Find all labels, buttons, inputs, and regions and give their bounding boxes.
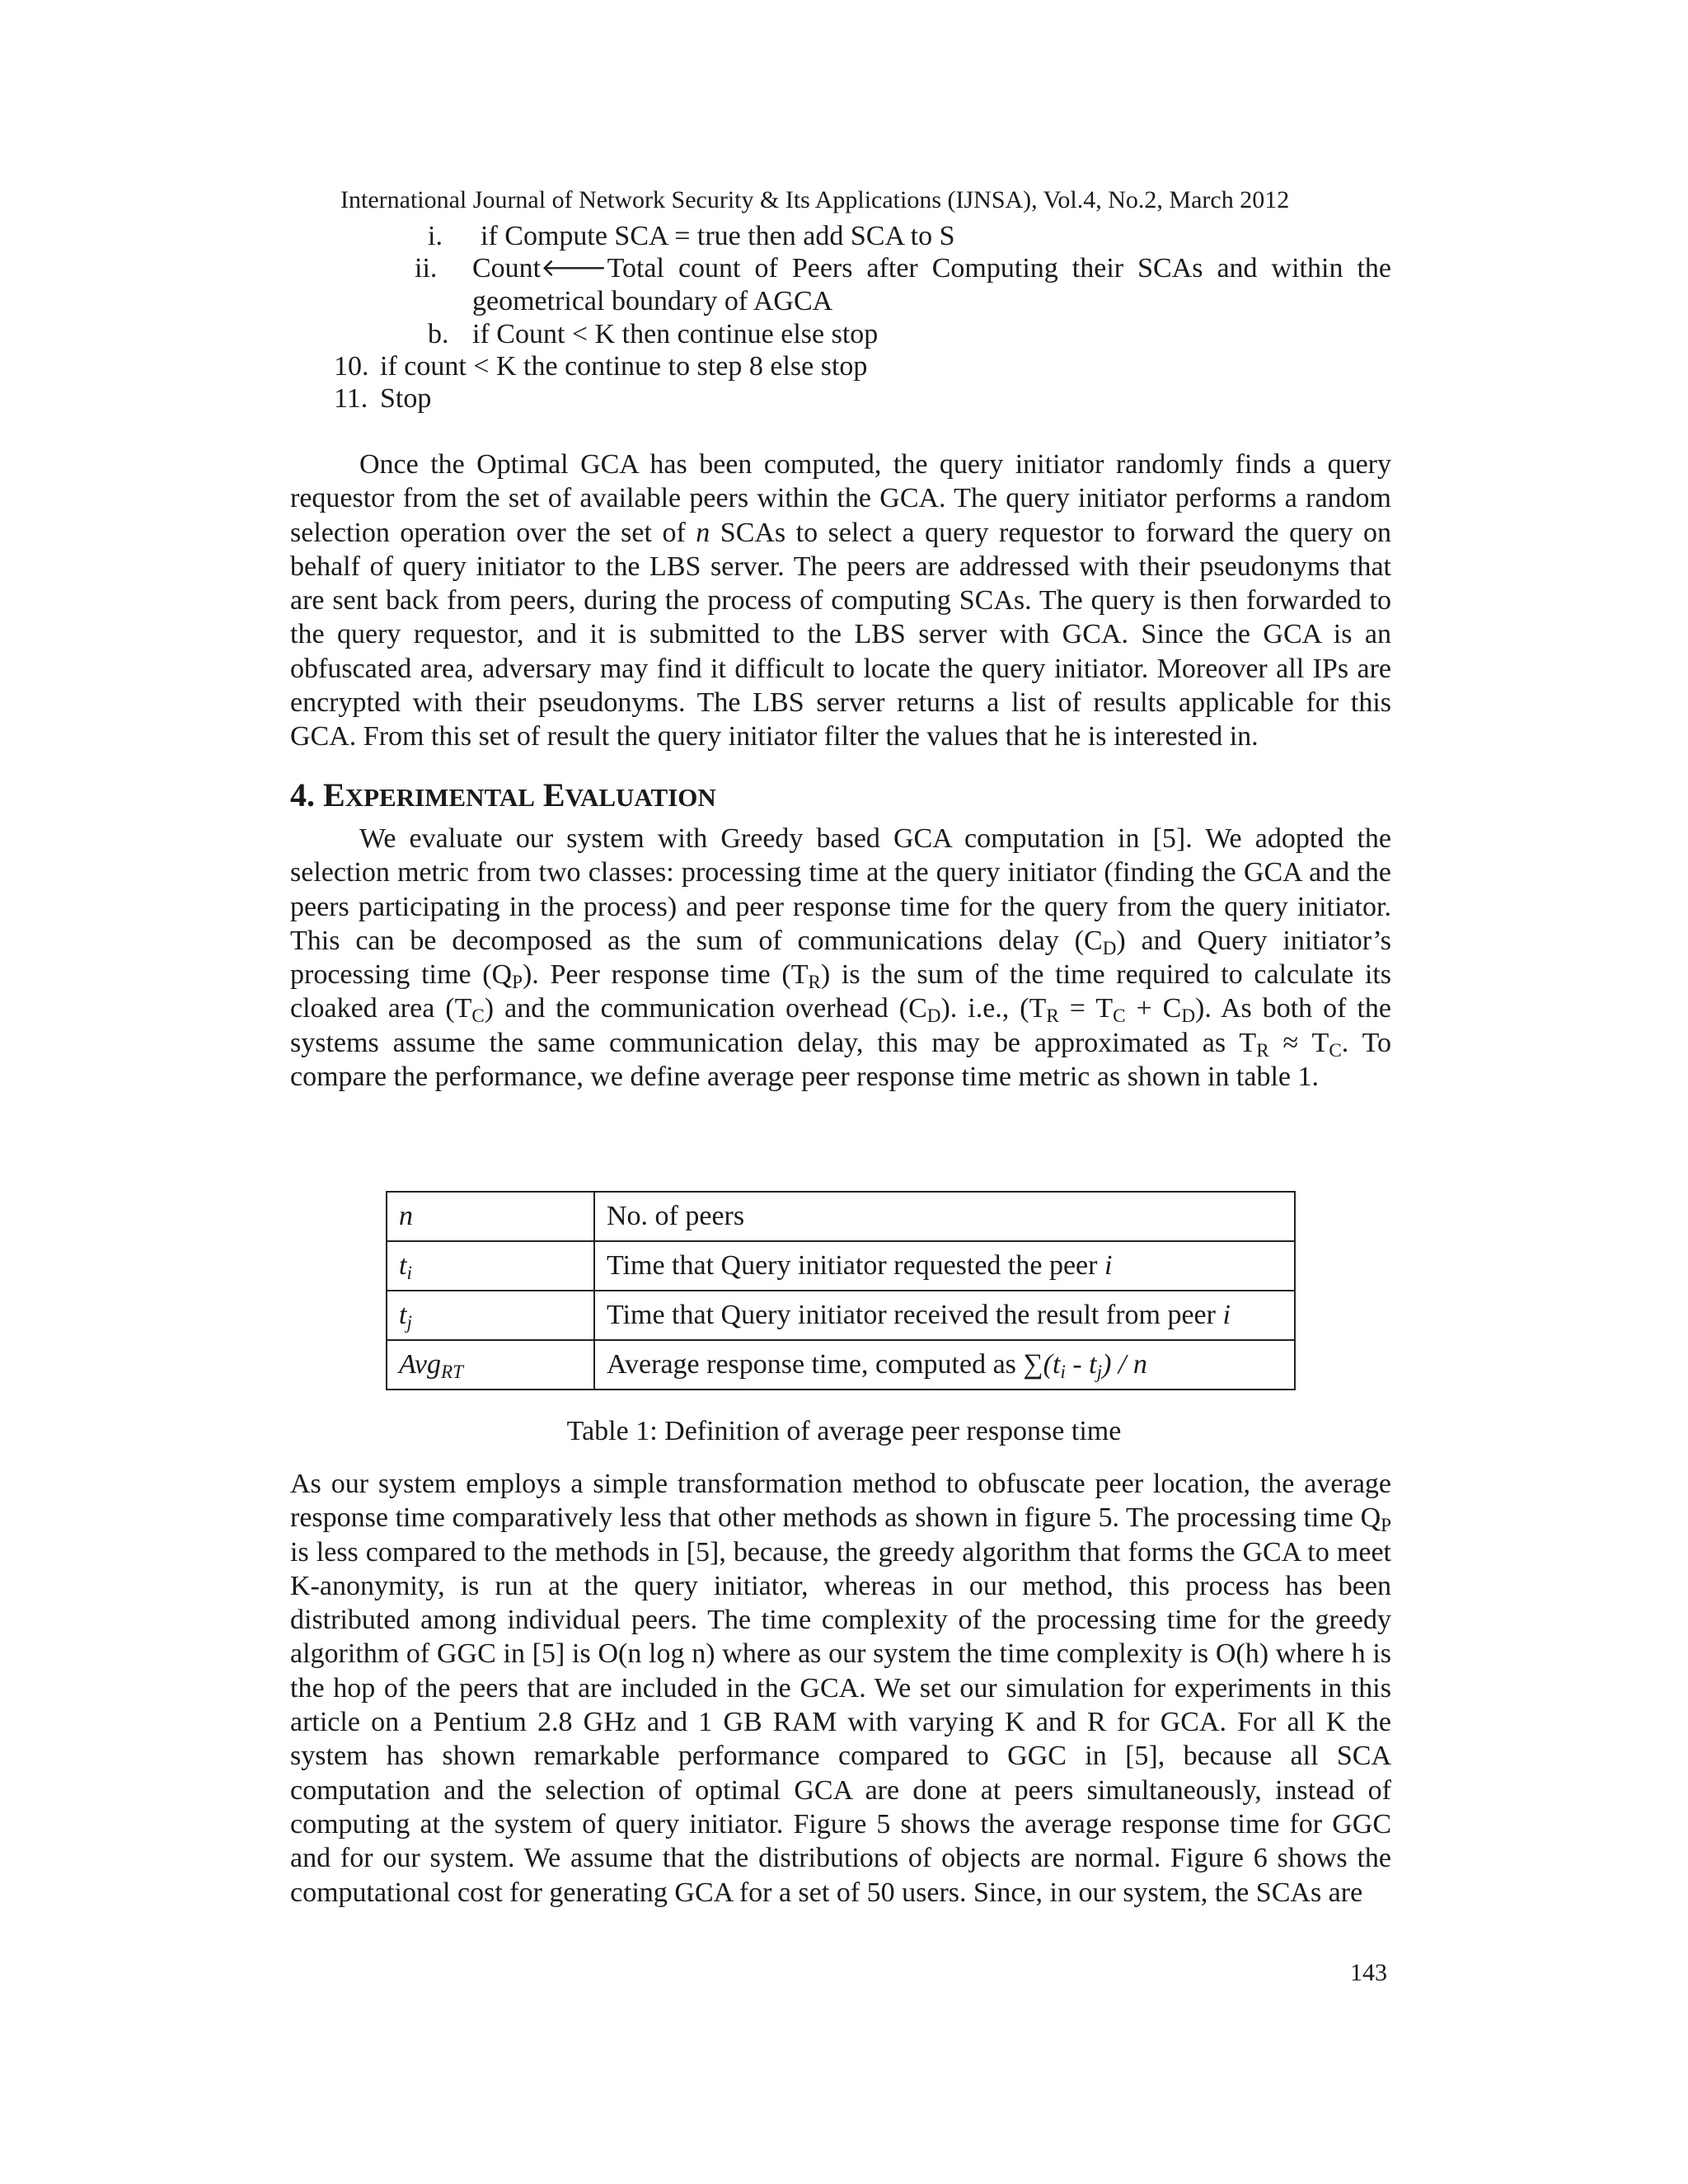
subscript: R <box>1256 1039 1269 1062</box>
text-run: SCAs to select a query requestor to forward the query on behalf of query initiator to the LBS server. The peers are addressed with their pseudonyms that are sent back from peers, during the process of computing SCAs. The query is then forwarded to the query requestor, and it is submitted to the LBS server with GCA. Since the GCA is an obfuscated area, adversary may find it difficult to locate the query initiator. Moreover all IPs are encrypted with their pseudonyms. The LBS server returns a list of results applicable for this GCA. From this set of result the query initiator filter the values that he is interested in. <box>290 517 1392 752</box>
subscript: D <box>1102 937 1117 959</box>
table-cell-definition <box>594 1340 1295 1390</box>
text-run: We evaluate our system with Greedy based GCA computation in [5]. We adopted the selection metric from two classes: processing time at the query initiator (finding the GCA and the peers participating in the process) and peer response time for the query from the query initiator. This can be decomposed as the sum of communications delay (C <box>290 823 1391 956</box>
table-cell-symbol <box>387 1340 594 1390</box>
heading-initial: E <box>542 776 565 813</box>
paragraph <box>290 1467 1391 1910</box>
section-heading <box>290 775 716 818</box>
table-cell-symbol <box>387 1241 594 1291</box>
page-number: 143 <box>1350 1959 1387 1986</box>
step-text-rest: Total count of Peers after Computing their SCAs and within the <box>607 253 1391 284</box>
text-run: . To compare the performance, we define average peer response time metric as shown in table 1. <box>290 1027 1391 1093</box>
step-text: if Count < K then continue else stop <box>472 319 879 349</box>
subscript: i <box>406 1262 412 1284</box>
count-word: Count <box>472 253 542 284</box>
subscript: C <box>1329 1039 1342 1062</box>
paragraph <box>290 822 1391 1094</box>
subscript: P <box>1381 1515 1391 1537</box>
text-run: ) and Query initiator’s processing time (Q <box>290 925 1391 991</box>
subscript: P <box>512 971 523 993</box>
step-text: Stop <box>380 383 432 414</box>
formula-part: - t <box>1065 1349 1097 1380</box>
text-run: As our system employs a simple transformation method to obfuscate peer location, the average response time comparatively less that other methods as shown in figure 5. The processing time Q <box>290 1469 1391 1534</box>
step-marker: i. <box>428 221 443 251</box>
text-run: is less compared to the methods in [5], because, the greedy algorithm that forms the GCA to meet K-anonymity, is run at the query initiator, whereas in our method, this process has been distributed among individual peers. The time complexity of the processing time for the greedy algorithm of GGC in [5] is O(n log n) where as our system the time complexity is O(h) where h is the hop of the peers that are included in the GCA. We set our simulation for experiments in this article on a Pentium 2.8 GHz and 1 GB RAM with varying K and R for GCA. For all K the system has shown remarkable performance compared to GGC in [5], because all SCA computation and the selection of optimal GCA are done at peers simultaneously, instead of computing at the system of query initiator. Figure 5 shows the average response time for GGC and for our system. We assume that the distributions of objects are normal. Figure 6 shows the computational cost for generating GCA for a set of 50 users. Since, in our system, the SCAs are <box>290 1536 1391 1908</box>
subscript: R <box>808 971 821 993</box>
step-marker: ii. <box>415 253 438 284</box>
text-run: Time that Query initiator requested the peer <box>607 1250 1104 1281</box>
math-variable: i <box>1222 1300 1231 1330</box>
text-run: ). i.e., (T <box>940 993 1047 1024</box>
text-run: Time that Query initiator received the result from peer <box>607 1300 1223 1330</box>
heading-text: VALUATION <box>565 783 716 812</box>
formula-part: ∑(t <box>1023 1349 1061 1380</box>
symbol-base: t <box>399 1300 407 1330</box>
step-marker: 11. <box>334 383 368 414</box>
running-header: International Journal of Network Security & Its Applications (IJNSA), Vol.4, No.2, March 2012 <box>340 186 1290 213</box>
heading-text: XPERIMENTAL <box>345 783 535 812</box>
subscript: i <box>1060 1361 1066 1383</box>
text-run: Once the Optimal GCA has been computed, the query initiator randomly finds a query requestor from the set of available peers within the GCA. The query initiator performs a random selection operation over the set of <box>290 449 1391 548</box>
text-run: = T <box>1058 993 1114 1024</box>
left-arrow-icon: 🡐 <box>541 254 607 283</box>
table-row <box>387 1241 1295 1291</box>
text-run: ). Peer response time (T <box>522 959 809 991</box>
text-run: ) and the communication overhead (C <box>484 993 927 1024</box>
table-cell-definition: No. of peers <box>594 1192 1295 1241</box>
step-text: geometrical boundary of AGCA <box>472 286 833 316</box>
definition-table <box>386 1191 1296 1390</box>
subscript: D <box>926 1005 941 1028</box>
paragraph <box>290 448 1391 754</box>
math-variable: i <box>1104 1250 1113 1281</box>
text-run: Average response time, computed as <box>607 1349 1024 1380</box>
step-text <box>472 252 1391 285</box>
table-row <box>387 1192 1295 1241</box>
step-text: if count < K the continue to step 8 else stop <box>380 351 868 382</box>
table-row <box>387 1291 1295 1340</box>
step-marker: b. <box>428 319 449 349</box>
formula-part: ) / n <box>1102 1349 1147 1380</box>
formula <box>1023 1349 1147 1383</box>
table-cell-symbol: n <box>387 1192 594 1241</box>
symbol-base: t <box>399 1250 407 1281</box>
subscript: R <box>1046 1005 1059 1028</box>
symbol-base: Avg <box>399 1349 441 1380</box>
heading-initial: E <box>323 776 345 813</box>
table-cell-definition <box>594 1291 1295 1340</box>
subscript: C <box>1113 1005 1126 1028</box>
math-variable: n <box>696 517 710 548</box>
step-marker: 10. <box>334 351 369 382</box>
table-cell-definition <box>594 1241 1295 1291</box>
step-text: if Compute SCA = true then add SCA to S <box>481 221 955 251</box>
table-caption: Table 1: Definition of average peer response time <box>566 1416 1122 1446</box>
text-run: ). As both of the systems assume the same communication delay, this may be approximated as T <box>290 993 1391 1058</box>
section-number: 4. <box>290 776 315 813</box>
table-row <box>387 1340 1295 1390</box>
text-run: ≈ T <box>1268 1027 1329 1058</box>
subscript: RT <box>440 1361 463 1383</box>
text-run: ) is the sum of the time required to calculate its cloaked area (T <box>290 959 1391 1024</box>
subscript: j <box>406 1311 412 1333</box>
subscript: j <box>1096 1361 1103 1383</box>
subscript: C <box>471 1005 485 1028</box>
subscript: D <box>1181 1005 1196 1028</box>
text-run: + C <box>1125 993 1182 1024</box>
table-cell-symbol <box>387 1291 594 1340</box>
